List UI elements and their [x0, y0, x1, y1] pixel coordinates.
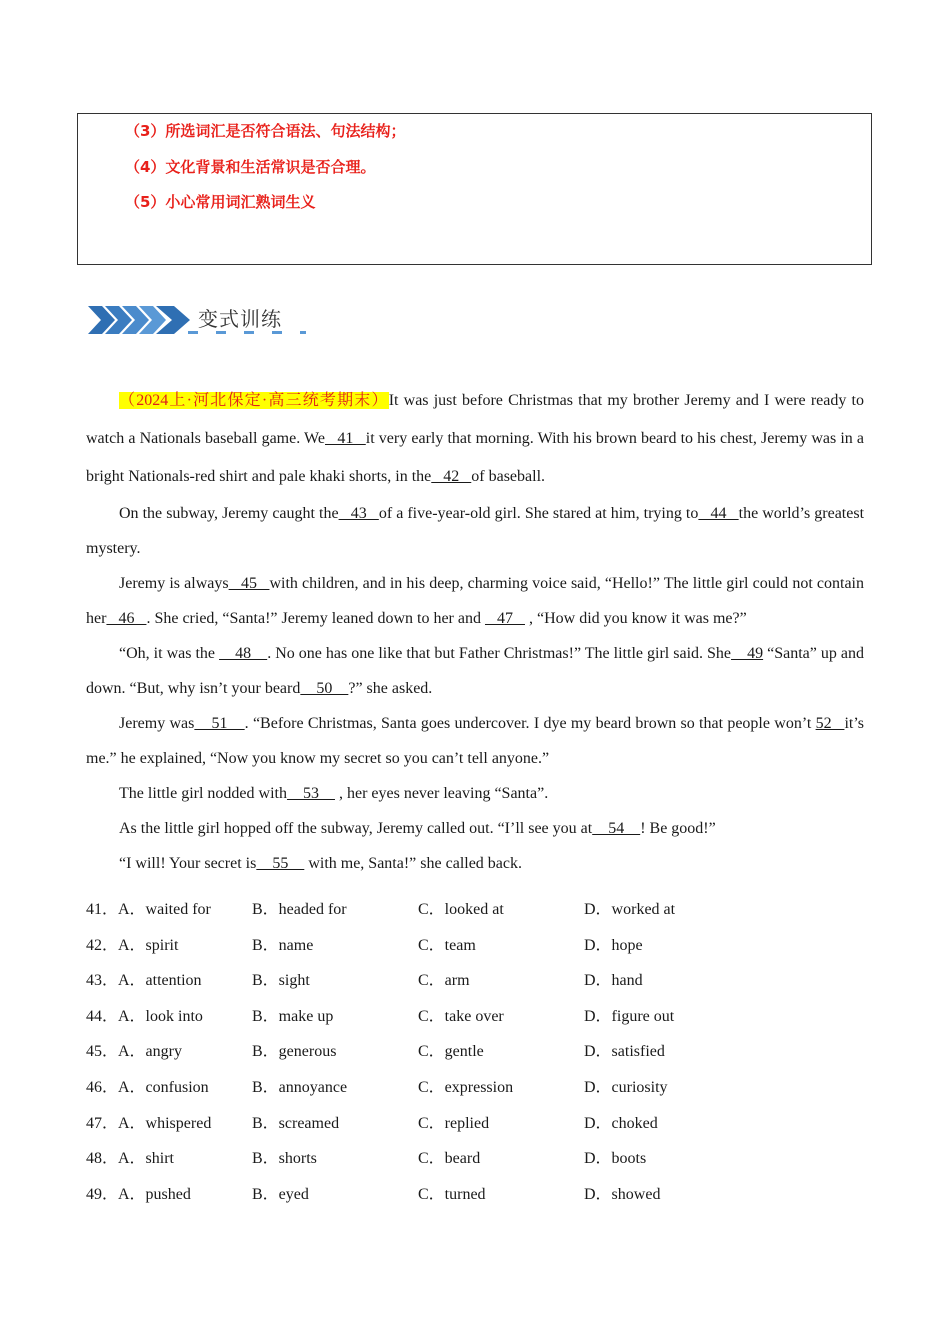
paragraph-4: “Oh, it was the 48 . No one has one like that but Father Christmas!” The little girl said. She 49 “Santa” up and down. “But, why isn’t your beard 50 ?” she asked. [86, 645, 865, 697]
blank-50: 50 [300, 680, 349, 697]
option-row-47: 47．A．whispered B．screamed C．replied D．choked [86, 1114, 658, 1132]
blank-54: 54 [592, 820, 641, 837]
cloze-passage [86, 382, 864, 881]
tip-3: （3）所选词汇是否符合语法、句法结构； [125, 122, 406, 140]
paragraph-8: “I will! Your secret is 55 with me, Santa!” she called back. [119, 855, 523, 872]
option-row-46: 46．A．confusion B．annoyance C．expression D．curiosity [86, 1078, 668, 1096]
paragraph-1: （2024上·河北保定·高三统考期末）It was just before Christmas that my brother Jeremy and I were ready to watch a Nationals baseball game. We 41 it very early that morning. With his brown beard to his chest, Jeremy was in a bright Nationals-red shirt and pale khaki shorts, in the 42 of baseball. [86, 392, 865, 485]
source-tag: （2024上·河北保定·高三统考期末） [119, 392, 389, 409]
option-row-41: 41．A．waited for B．headed for C．looked at D．worked at [86, 901, 676, 918]
paragraph-7: As the little girl hopped off the subway, Jeremy called out. “I’ll see you at 54 ! Be good!” [119, 820, 716, 837]
blank-45: 45 [228, 575, 270, 592]
blank-49: 49 [731, 645, 764, 662]
blank-47: 47 [484, 610, 525, 627]
blank-48: 48 [219, 645, 268, 662]
tip-4: （4）文化背景和生活常识是否合理。 [125, 158, 376, 176]
paragraph-5: Jeremy was 51 . “Before Christmas, Santa goes undercover. I dye my beard brown so that people won’t 52 it’s me.” he explained, “Now you know my secret so you can’t tell anyone.” [86, 715, 865, 767]
blank-51: 51 [194, 715, 245, 732]
blank-55: 55 [256, 855, 305, 872]
blank-41: 41 [324, 430, 366, 447]
tips-box [77, 113, 872, 265]
paragraph-2: On the subway, Jeremy caught the 43 of a five-year-old girl. She stared at him, trying to 44 the world’s greatest mystery. [86, 505, 865, 557]
section-title: 变式训练 [198, 307, 282, 331]
option-row-45: 45．A．angry B．generous C．gentle D．satisfied [86, 1043, 665, 1061]
blank-46: 46 [106, 610, 147, 627]
option-row-42: 42．A．spirit B．name C．team D．hope [86, 936, 643, 954]
options-list [86, 892, 864, 1212]
blank-44: 44 [698, 505, 739, 522]
paragraph-3: Jeremy is always 45 with children, and in his deep, charming voice said, “Hello!” The little girl could not contain her 46 . She cried, “Santa!” Jeremy leaned down to her and 47 , “How did you know it was me?” [86, 575, 865, 627]
option-row-44: 44．A．look into B．make up C．take over D．figure out [86, 1007, 675, 1025]
blank-43: 43 [338, 505, 379, 522]
blank-42: 42 [431, 468, 472, 485]
option-row-43: 43．A．attention B．sight C．arm D．hand [86, 972, 643, 990]
tip-5: （5）小心常用词汇熟词生义 [125, 193, 316, 211]
blank-53: 53 [286, 785, 335, 802]
paragraph-6: The little girl nodded with 53 , her eyes never leaving “Santa”. [119, 785, 549, 802]
option-row-48: 48．A．shirt B．shorts C．beard D．boots [86, 1150, 647, 1168]
option-row-49: 49．A．pushed B．eyed C．turned D．showed [86, 1185, 661, 1203]
blank-52: 52 [815, 715, 845, 732]
